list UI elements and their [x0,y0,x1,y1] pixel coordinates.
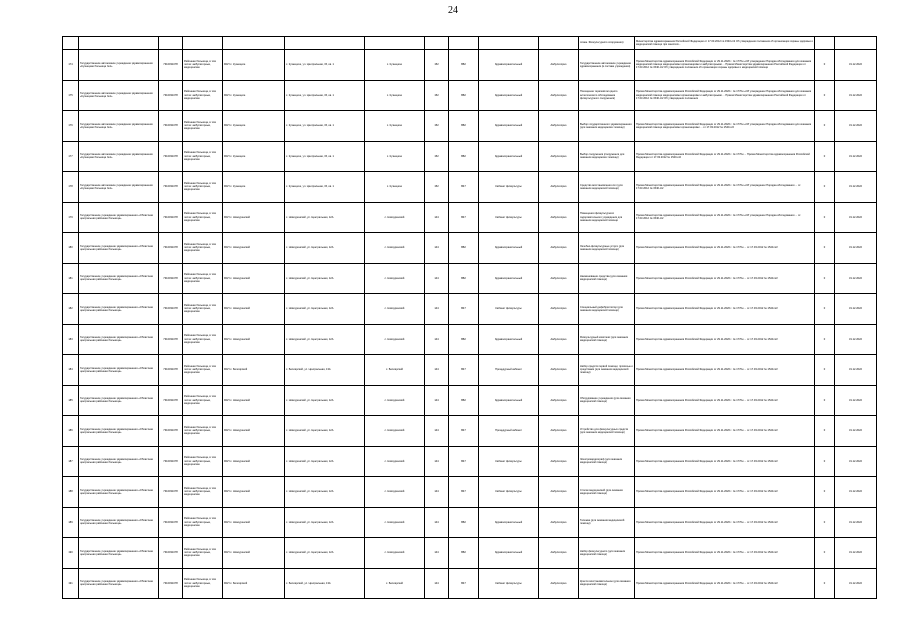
cell-zone: 152 [425,141,449,172]
cell-coefficient: 0 [815,446,835,477]
cell-kind: Амбулаторно [539,80,579,111]
cell-zone: 152 [425,111,449,142]
cell-code: 7310031078 [159,50,183,81]
cell-legal: Приказ Министерства здравоохранения Российской Федерации от 29.11.2020 г. № 1770н ... от 17.03.2012 № 1540-п/2 [635,568,815,599]
cell-kind: Амбулаторно [539,294,579,325]
cell-category: Кабинет физкультуры [479,446,539,477]
cell-expiry: 31.12.2022 [835,385,877,416]
cell-unit: ФАП с. Кузнецкое [223,141,285,172]
cell-locality: с. Новоуренский [365,294,425,325]
cell-address: с. Белоярский, ул. Центральная, 13А [285,355,365,386]
cell-category: Здравоохранительный [479,263,539,294]
cell-code: 7310031078 [159,111,183,142]
cell-kind: Амбулаторно [539,507,579,538]
cell-coefficient: 0 [815,111,835,142]
cell-number: 174 [63,50,79,81]
cell-locality: с. Новоуренский [365,538,425,569]
cell-organization: Государственное автономное учреждение здравоохранения «Кузнецкая больница №1» [79,111,159,142]
cell-legal: Приказ Министерства здравоохранения Российской Федерации от 29.11.2020 г. № 1770н ... от 17.03.2012 № 1540-п/2 [635,538,815,569]
cell-locality: с. Кузнецкое [365,141,425,172]
cell-group: В82 [449,50,479,81]
table-row [63,202,877,233]
cell-organization: Государственное учреждение здравоохранения «Областная центральная районная больница» [79,477,159,508]
table-row [63,416,877,447]
cell-group: В82 [449,385,479,416]
cell-category: Здравоохранительный [479,233,539,264]
cell-category: Здравоохранительный [479,50,539,81]
cell-type: Районная больница, в том числе: амбулаторные, медицинские [183,568,223,599]
table-row [63,507,877,538]
cell-subject: Оборудование учреждения (для оказания медицинской помощи) [579,385,635,416]
cell-address: с. Новоуренский, ул. Центральная, 12А [285,324,365,355]
cell-locality: с. Новоуренский [365,416,425,447]
cell-number: 176 [63,111,79,142]
cell-number: 184 [63,355,79,386]
cell-type: Районная больница, в том числе: амбулаторные, медицинские [183,416,223,447]
cell-zone: 144 [425,233,449,264]
cell-kind: Амбулаторно [539,385,579,416]
cell-unit: ФАП с. Белоярский [223,355,285,386]
cell-number: 186 [63,416,79,447]
cell-zone: 144 [425,263,449,294]
cell-locality: с. Новоуренский [365,324,425,355]
cell-organization: Государственное учреждение здравоохранения «Областная центральная районная больница» [79,233,159,264]
cell-organization: Государственное учреждение здравоохранения «Областная центральная районная больница» [79,507,159,538]
cell-category: Процедурный кабинет [479,416,539,447]
cell-code: 7310031078 [159,355,183,386]
cell-category: Здравоохранительный [479,111,539,142]
cell-locality: с. Новоуренский [365,263,425,294]
cell-kind: Амбулаторно [539,355,579,386]
cell-category: Здравоохранительный [479,507,539,538]
cell-type: Районная больница, в том числе: амбулаторные, медицинские [183,538,223,569]
cell-number: 177 [63,141,79,172]
cell-organization: Государственное учреждение здравоохранения «Областная центральная районная больница» [79,324,159,355]
table-row [63,538,877,569]
cell-expiry: 31.12.2022 [835,80,877,111]
cell-subject: Кресло восстановительное (для оказания медицинской помощи) [579,568,635,599]
cell-coefficient: 0 [815,507,835,538]
cell-group: В47 [449,416,479,447]
cell-subject: отмен. Физкультурного сооружения) [579,37,635,50]
cell-type: Районная больница, в том числе: амбулаторные, медицинские [183,446,223,477]
cell-unit: ФАП с. Новоуренский [223,538,285,569]
cell-code: 7310031078 [159,507,183,538]
cell-address: с. Новоуренский, ул. Центральная, 12А [285,263,365,294]
cell-code: 7310031078 [159,385,183,416]
table-row [63,568,877,599]
cell-number: 190 [63,538,79,569]
cell-number: 181 [63,263,79,294]
cell-subject: Набор физкультурного (для оказания медицинской помощи) [579,538,635,569]
cell-locality: с. Новоуренский [365,446,425,477]
cell-number: 179 [63,202,79,233]
cell-subject: Устройство для физкультурных средств (для оказания медицинской помощи) [579,416,635,447]
cell-subject: Наименование средства (для оказания медицинской помощи) [579,263,635,294]
cell-zone: 144 [425,355,449,386]
cell-number: 189 [63,507,79,538]
cell-kind: Амбулаторно [539,111,579,142]
cell-organization: Государственное учреждение здравоохранения «Областная центральная районная больница» [79,416,159,447]
cell-expiry: 31.12.2022 [835,568,877,599]
cell-number: 182 [63,294,79,325]
table-row [63,477,877,508]
cell-coefficient: 0 [815,538,835,569]
cell-coefficient: 0 [815,80,835,111]
cell-organization: Государственное автономное учреждение здравоохранения «Кузнецкая больница №1» [79,172,159,203]
cell-coefficient: 0 [815,416,835,447]
cell-zone: 144 [425,294,449,325]
cell-category: Процедурный кабинет [479,355,539,386]
cell-coefficient: 0 [815,385,835,416]
cell-zone: 144 [425,568,449,599]
cell-group: В47 [449,294,479,325]
continuation-row [63,37,877,50]
cell-kind: Амбулаторно [539,538,579,569]
cell-subject: Средство восстановления сил (для оказания медицинской помощи) [579,172,635,203]
cell-type: Районная больница, в том числе: амбулаторные, медицинские [183,355,223,386]
cell-legal: Министерства здравоохранения Российской Федерации от 17.03.2012 № 1540-п/2 Об утверждении положения об организации охраны здоровья и медицинской помощи при занятиях... [635,37,815,50]
cell-unit: ФАП с. Новоуренский [223,324,285,355]
cell-address: с. Новоуренский, ул. Центральная, 12А [285,477,365,508]
cell-code: 7310031078 [159,416,183,447]
cell-category: Здравоохранительный [479,538,539,569]
cell-kind: Амбулаторно [539,568,579,599]
cell-zone: 144 [425,385,449,416]
cell-zone: 144 [425,324,449,355]
cell-code: 7310031078 [159,538,183,569]
table-row [63,233,877,264]
cell-locality: с. Белоярский [365,568,425,599]
cell-subject: Физкультурный комплекс (для оказания медицинской помощи) [579,324,635,355]
cell-coefficient: 0 [815,263,835,294]
cell-kind: Амбулаторно [539,202,579,233]
cell-code: 7310031078 [159,80,183,111]
cell-zone: 144 [425,202,449,233]
cell-kind: Амбулаторно [539,172,579,203]
cell-kind: Амбулаторно [539,141,579,172]
cell-type: Районная больница, в том числе: амбулаторные, медицинские [183,507,223,538]
cell-category: Кабинет физкультуры [479,172,539,203]
cell-group: В47 [449,172,479,203]
cell-category: Кабинет физкультуры [479,477,539,508]
cell-coefficient: 0 [815,202,835,233]
cell-group: В82 [449,111,479,142]
cell-group: В82 [449,538,479,569]
cell-expiry: 31.12.2022 [835,416,877,447]
cell-category: Кабинет физкультуры [479,294,539,325]
cell-locality: с. Новоуренский [365,233,425,264]
table-row [63,263,877,294]
cell-legal: Приказ Министерства здравоохранения Российской Федерации от 29.11.2020 г. № 1770н «Об утверждении Порядка обследования для оказания медицинской помощи медицинскими организациями и амбулаторными ... Приказ Министерства здравоохранения Российской Федерации от 17.03.2012 № 1540-п/2 Об утверждении положения об организации охраны здоровья и медицинской помощи [635,50,815,81]
cell-unit: ФАП с. Новоуренский [223,477,285,508]
cell-address: с. Новоуренский, ул. Центральная, 12А [285,233,365,264]
cell-locality: с. Белоярский [365,355,425,386]
cell-subject: Электрокардиограф (для оказания медицинской помощи) [579,446,635,477]
cell-subject: Выбор государственного здравоохранения (для оказания медицинских помощи) [579,111,635,142]
cell-legal: Приказ Министерства здравоохранения Российской Федерации от 29.11.2020 г. № 1770н ... от 17.03.2012 № 1540-п/2 [635,355,815,386]
cell-coefficient: 0 [815,477,835,508]
cell-legal: Приказ Министерства здравоохранения Российской Федерации от 29.11.2020 г. № 1770н ... от 17.03.2012 № 1540-п/2 [635,263,815,294]
table-row [63,111,877,142]
cell-address: с. Кузнецкое, ул. Центральная, 15, кв. 1 [285,50,365,81]
cell-expiry: 31.12.2022 [835,294,877,325]
cell-address: с. Новоуренский, ул. Центральная, 12А [285,202,365,233]
cell-group: В82 [449,324,479,355]
cell-address: с. Новоуренский, ул. Центральная, 12А [285,538,365,569]
cell-subject: Набор средств первой помощи, прописью и средствами (для оказания медицинской помощи) [579,355,635,386]
cell-code: 7310031078 [159,294,183,325]
cell-expiry: 31.12.2022 [835,233,877,264]
cell-legal: Приказ Министерства здравоохранения Российской Федерации от 29.11.2020 г. № 1770н ... от 17.03.2012 № 1540-п/2 [635,385,815,416]
cell-unit: ФАП с. Новоуренский [223,446,285,477]
cell-type: Районная больница, в том числе: амбулаторные, медицинские [183,111,223,142]
cell-type: Районная больница, в том числе: амбулаторные, медицинские [183,233,223,264]
cell-zone: 144 [425,446,449,477]
cell-code: 7310031078 [159,477,183,508]
cell-address: с. Новоуренский, ул. Центральная, 12А [285,446,365,477]
cell-number: 187 [63,446,79,477]
cell-kind: Амбулаторно [539,416,579,447]
registry-table [62,36,877,599]
cell-unit: ФАП с. Новоуренский [223,507,285,538]
cell-subject: Лечебно-физкультурные услуги (для оказания медицинской помощи) [579,233,635,264]
cell-legal: Приказ Министерства здравоохранения Российской Федерации от 29.11.2020 г. № 1770н «Об утверждении Порядка обследования для оказания медицинской помощи медицинскими организациями и амбулаторными ... Приказ Министерства здравоохранения Российской Федерации от 17.03.2012 № 1540-п/2 Об утверждении положения [635,80,815,111]
cell-kind: Амбулаторно [539,324,579,355]
cell-locality: с. Кузнецкое [365,111,425,142]
cell-kind: Амбулаторно [539,477,579,508]
table-row [63,172,877,203]
cell-zone: 144 [425,477,449,508]
cell-expiry: 31.12.2022 [835,111,877,142]
cell-type: Районная больница, в том числе: амбулаторные, медицинские [183,385,223,416]
cell-coefficient: 0 [815,324,835,355]
cell-subject: Выбор сооружения (сооружения для оказания медицинских помощи) [579,141,635,172]
cell-expiry: 31.12.2022 [835,172,877,203]
cell-unit: ФАП с. Новоуренский [223,385,285,416]
table-row [63,141,877,172]
cell-unit: ФАП с. Кузнецкое [223,50,285,81]
page-number: 24 [448,5,458,16]
cell-category: Кабинет физкультуры [479,568,539,599]
cell-subject: Специальный дефибриллятор (для оказания медицинской помощи) [579,294,635,325]
cell-unit: ФАП с. Кузнецкое [223,172,285,203]
cell-locality: с. Кузнецкое [365,80,425,111]
cell-expiry: 31.12.2022 [835,324,877,355]
cell-type: Районная больница, в том числе: амбулаторные, медицинские [183,202,223,233]
cell-coefficient: 0 [815,50,835,81]
cell-address: с. Новоуренский, ул. Центральная, 12А [285,507,365,538]
cell-legal: Приказ Министерства здравоохранения Российской Федерации от 29.11.2020 г. № 1770н ... от 17.03.2012 № 1540-п/2 [635,507,815,538]
cell-legal: Приказ Министерства здравоохранения Российской Федерации от 29.11.2020 г. № 1770н ... от 17.03.2012 № 1540-п/2 [635,477,815,508]
cell-address: с. Новоуренский, ул. Центральная, 12А [285,385,365,416]
cell-zone: 152 [425,50,449,81]
cell-expiry: 31.12.2022 [835,50,877,81]
cell-type: Районная больница, в том числе: амбулаторные, медицинские [183,324,223,355]
cell-expiry: 31.12.2022 [835,263,877,294]
cell-group: В82 [449,507,479,538]
cell-subject: Столик медицинский (для оказания медицинской помощи) [579,477,635,508]
cell-address: с. Новоуренский, ул. Центральная, 12А [285,416,365,447]
cell-organization: Государственное автономное учреждение здравоохранения «Кузнецкая больница №1» [79,141,159,172]
cell-organization: Государственное учреждение здравоохранения «Областная центральная районная больница» [79,538,159,569]
table-row [63,80,877,111]
cell-unit: ФАП с. Кузнецкое [223,80,285,111]
cell-type: Районная больница, в том числе: амбулаторные, медицинские [183,477,223,508]
cell-code: 7310031078 [159,446,183,477]
cell-code: 7310031078 [159,568,183,599]
cell-expiry: 31.12.2022 [835,355,877,386]
cell-subject: Помещения физкультурного оздоровительного учреждения для оказания медицинской помощи [579,202,635,233]
cell-zone: 144 [425,507,449,538]
cell-group: В47 [449,202,479,233]
cell-locality: с. Кузнецкое [365,50,425,81]
cell-number: 175 [63,80,79,111]
cell-group: В47 [449,446,479,477]
cell-unit: ФАП с. Новоуренский [223,202,285,233]
cell-group: В47 [449,568,479,599]
cell-number: 188 [63,477,79,508]
cell-legal: Приказ Министерства здравоохранения Российской Федерации от 29.11.2020 г. № 1770н ... от 17.03.2012 № 1540-п/2 [635,446,815,477]
cell-legal: Приказ Министерства здравоохранения Российской Федерации от 29.11.2020 г. № 1770н «Об утверждении Порядка обследования для оказания медицинской помощи медицинскими организациями ... от 17.03.2012 № 1540-п/2 [635,111,815,142]
cell-locality: с. Кузнецкое [365,172,425,203]
cell-subject: Посещение терапевтом одного аллегического обследования физкультурного сооружения) [579,80,635,111]
table-row [63,446,877,477]
cell-address: с. Кузнецкое, ул. Центральная, 15, кв. 1 [285,141,365,172]
cell-address: с. Кузнецкое, ул. Центральная, 15, кв. 1 [285,172,365,203]
cell-category: Кабинет физкультуры [479,202,539,233]
cell-category: Здравоохранительный [479,141,539,172]
cell-locality: с. Новоуренский [365,507,425,538]
cell-address: с. Кузнецкое, ул. Центральная, 15, кв. 1 [285,111,365,142]
cell-expiry: 31.12.2022 [835,141,877,172]
cell-number: 183 [63,324,79,355]
cell-legal: Приказ Министерства здравоохранения Российской Федерации от 29.11.2020 г. № 1770н ... от 17.03.2012 № 1540-п/2 [635,294,815,325]
cell-kind: Амбулаторно [539,446,579,477]
cell-number: 185 [63,385,79,416]
cell-type: Районная больница, в том числе: амбулаторные, медицинские [183,172,223,203]
cell-category: Здравоохранительный [479,324,539,355]
cell-code: 7310031078 [159,141,183,172]
cell-expiry: 31.12.2022 [835,477,877,508]
cell-group: В47 [449,355,479,386]
cell-organization: Государственное учреждение здравоохранения «Областная центральная районная больница» [79,385,159,416]
cell-kind: Амбулаторно [539,233,579,264]
cell-legal: Приказ Министерства здравоохранения Российской Федерации от 29.11.2020 г. № 1770н ... от 17.03.2012 № 1540-п/2 [635,324,815,355]
cell-expiry: 31.12.2022 [835,202,877,233]
cell-legal: Приказ Министерства здравоохранения Российской Федерации от 29.11.2020 г. № 1770н ... от 17.03.2012 № 1540-п/2 [635,416,815,447]
cell-coefficient: 0 [815,294,835,325]
cell-code: 7310031078 [159,324,183,355]
cell-organization: Государственное учреждение здравоохранения «Областная центральная районная больница» [79,202,159,233]
cell-type: Районная больница, в том числе: амбулаторные, медицинские [183,294,223,325]
cell-expiry: 31.12.2022 [835,538,877,569]
cell-kind: Амбулаторно [539,50,579,81]
cell-unit: ФАП с. Новоуренский [223,416,285,447]
cell-address: с. Новоуренский, ул. Центральная, 12А [285,294,365,325]
cell-code: 7310031078 [159,172,183,203]
cell-unit: ФАП с. Белоярский [223,568,285,599]
cell-coefficient: 0 [815,568,835,599]
cell-type: Районная больница, в том числе: амбулаторные, медицинские [183,80,223,111]
cell-expiry: 31.12.2022 [835,446,877,477]
cell-unit: ФАП с. Новоуренский [223,233,285,264]
cell-unit: ФАП с. Кузнецкое [223,111,285,142]
cell-legal: Приказ Министерства здравоохранения Российской Федерации от 29.11.2020 г. № 1770н ... от 17.03.2012 № 1540-п/2 [635,233,815,264]
cell-locality: с. Новоуренский [365,477,425,508]
cell-code: 7310031078 [159,202,183,233]
cell-group: В47 [449,477,479,508]
cell-coefficient: 0 [815,355,835,386]
cell-zone: 144 [425,416,449,447]
table-row [63,355,877,386]
cell-address: с. Белоярский, ул. Центральная, 13А [285,568,365,599]
cell-legal: Приказ Министерства здравоохранения Российской Федерации от 29.11.2020 г. № 1770н ... Приказ Министерства здравоохранения Российской Федерации от 17.03.2012 № 1540-п/2 [635,141,815,172]
cell-type: Районная больница, в том числе: амбулаторные, медицинские [183,50,223,81]
cell-code: 7310031078 [159,263,183,294]
cell-coefficient: 0 [815,233,835,264]
cell-locality: с. Новоуренский [365,202,425,233]
cell-unit: ФАП с. Новоуренский [223,263,285,294]
cell-subject: Тележка (для оказания медицинской помощи) [579,507,635,538]
cell-organization: Государственное учреждение здравоохранения «Областная центральная районная больница» [79,294,159,325]
cell-group: В82 [449,141,479,172]
cell-coefficient: 0 [815,141,835,172]
cell-group: В82 [449,80,479,111]
cell-code: 7310031078 [159,233,183,264]
cell-expiry: 31.12.2022 [835,507,877,538]
cell-group: В82 [449,233,479,264]
cell-organization: Государственное автономное учреждение здравоохранения «Кузнецкая больница №1» [79,50,159,81]
cell-type: Районная больница, в том числе: амбулаторные, медицинские [183,263,223,294]
cell-category: Здравоохранительный [479,80,539,111]
cell-organization: Государственное учреждение здравоохранения «Областная центральная районная больница» [79,446,159,477]
table-row [63,385,877,416]
cell-zone: 152 [425,172,449,203]
cell-group: В82 [449,263,479,294]
cell-subject: Государственное автономное учреждение здравоохранения (в составе учреждения) [579,50,635,81]
cell-kind: Амбулаторно [539,263,579,294]
cell-coefficient: 0 [815,172,835,203]
table-row [63,50,877,81]
cell-zone: 152 [425,80,449,111]
cell-legal: Приказ Министерства здравоохранения Российской Федерации от 29.11.2020 г. № 1770н «Об утверждении Порядка обследования ... от 17.03.2012 № 1540-п/2 [635,172,815,203]
cell-organization: Государственное учреждение здравоохранения «Областная центральная районная больница» [79,355,159,386]
cell-locality: с. Новоуренский [365,385,425,416]
cell-organization: Государственное автономное учреждение здравоохранения «Кузнецкая больница №1» [79,80,159,111]
cell-legal: Приказ Министерства здравоохранения Российской Федерации от 29.11.2020 г. № 1770н «Об утверждении Порядка обследования ... от 17.03.2012 № 1540-п/2 [635,202,815,233]
cell-number: 191 [63,568,79,599]
cell-number: 180 [63,233,79,264]
cell-organization: Государственное учреждение здравоохранения «Областная центральная районная больница» [79,263,159,294]
cell-zone: 144 [425,538,449,569]
table-row [63,324,877,355]
cell-category: Здравоохранительный [479,385,539,416]
table-row [63,294,877,325]
cell-organization: Государственное учреждение здравоохранения «Областная центральная районная больница» [79,568,159,599]
cell-number: 178 [63,172,79,203]
cell-unit: ФАП с. Новоуренский [223,294,285,325]
cell-address: с. Кузнецкое, ул. Центральная, 15, кв. 1 [285,80,365,111]
cell-type: Районная больница, в том числе: амбулаторные, медицинские [183,141,223,172]
